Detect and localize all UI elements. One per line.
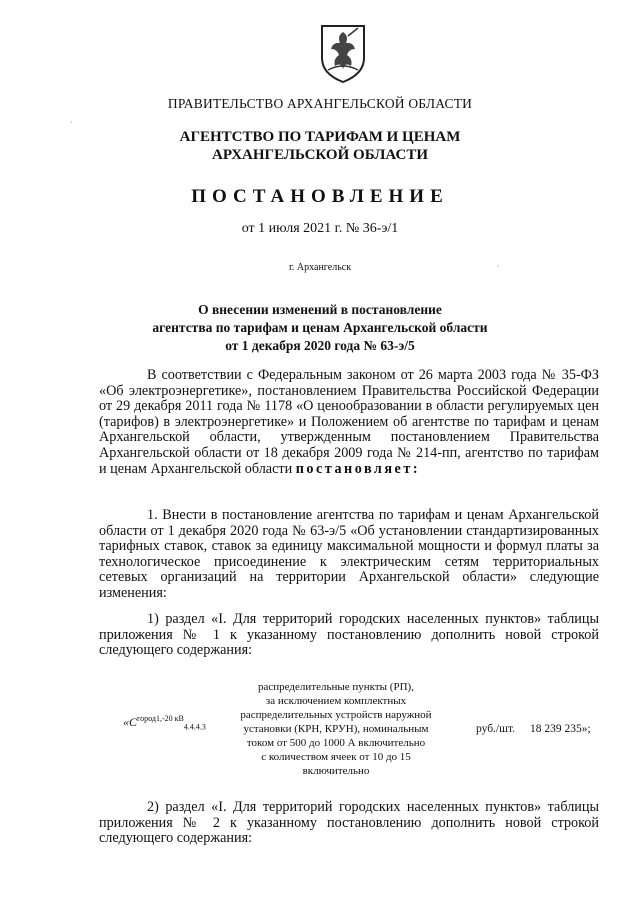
- document-type: ПОСТАНОВЛЕНИЕ: [191, 186, 449, 207]
- subject-line-2: агентства по тарифам и ценам Архангельской области: [152, 320, 488, 335]
- table-row-description: [230, 680, 442, 778]
- description-line: с количеством ячеек от 10 до 15: [261, 751, 411, 763]
- tariff-formula-symbol: [123, 714, 206, 731]
- description-line: током от 500 до 1000 А включительно: [246, 737, 426, 749]
- formula-superscript: город1,-20 кВ: [137, 714, 184, 723]
- formula-prefix: «C: [123, 715, 138, 729]
- description-line: распределительные пункты (РП),: [258, 681, 414, 693]
- subject-line-3: от 1 декабря 2020 года № 63-э/5: [225, 338, 415, 353]
- item-1-paragraph: [99, 508, 599, 602]
- scan-speck: ·: [497, 262, 500, 271]
- document-city: г. Архангельск: [288, 262, 352, 273]
- item-1-2-paragraph: [99, 800, 599, 847]
- document-subject: [0, 301, 640, 355]
- government-name: ПРАВИТЕЛЬСТВО АРХАНГЕЛЬСКОЙ ОБЛАСТИ: [167, 96, 473, 111]
- agency-line-1: АГЕНТСТВО ПО ТАРИФАМ И ЦЕНАМ: [179, 129, 461, 145]
- preamble-paragraph: [99, 368, 599, 477]
- scan-speck: ·: [70, 118, 73, 127]
- description-line: включительно: [302, 765, 370, 777]
- item-1-text: 1. Внести в постановление агентства по тарифам и ценам Архангельской области от 1 декабря 2020 года № 63-э/5 «Об установлении стандартизированных тарифных ставок, ставок за единицу максимальной мощности и формул платы за технологическое присоединение к электрическим сетям территориальных сетевых организаций на территории Архангельской области» следующие изменения:: [99, 507, 599, 601]
- item-1-1-text: 1) раздел «I. Для территорий городских населенных пунктов» таблицы приложения № 1 к указанному постановлению дополнить новой строкой следующего содержания:: [99, 611, 599, 659]
- description-line: распределительных устройств наружной: [240, 709, 432, 721]
- document-date-number: от 1 июля 2021 г. № 36-э/1: [241, 221, 399, 236]
- item-1-2-text: 2) раздел «I. Для территорий городских населенных пунктов» таблицы приложения № 2 к указанному постановлению дополнить новой строкой следующего содержания:: [99, 799, 599, 847]
- decrees-word: постановляет:: [295, 460, 421, 477]
- agency-name: [0, 128, 640, 164]
- item-1-1-paragraph: [99, 612, 599, 659]
- description-line: установки (КРН, КРУН), номинальным: [243, 723, 429, 735]
- table-row-amount: 18 239 235»;: [530, 723, 591, 735]
- formula-subscript: 4.4.4.3: [183, 722, 206, 732]
- arkhangelsk-coat-of-arms-icon: [318, 22, 368, 84]
- preamble-text: В соответствии с Федеральным законом от 26 марта 2003 года № 35-ФЗ «Об электроэнергетике», постановлением Правительства Российской Федерации от 29 декабря 2011 года № 1178 «О ценообразовании в области регулируемых цен (тарифов) в электроэнергетике» и Положением об агентстве по тарифам и ценам Архангельской области, утвержденным постановлением Правительства Архангельской области от 18 декабря 2009 года № 214-пп, агентство по тарифам и ценам Архангельской области: [99, 367, 599, 477]
- table-row-unit: руб./шт.: [476, 723, 516, 735]
- description-line: за исключением комплектных: [265, 695, 407, 707]
- subject-line-1: О внесении изменений в постановление: [198, 302, 442, 317]
- agency-line-2: АРХАНГЕЛЬСКОЙ ОБЛАСТИ: [212, 147, 428, 163]
